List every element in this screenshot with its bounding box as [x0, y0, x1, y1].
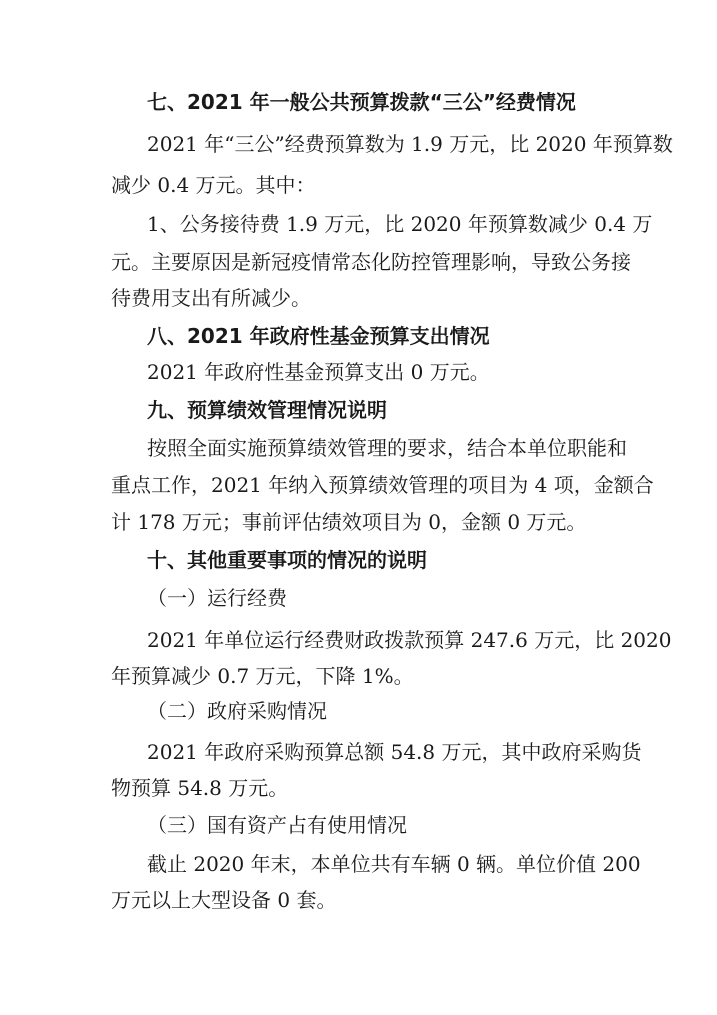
paragraph-line: 重点工作，2021 年纳入预算绩效管理的项目为 4 项，金额合	[111, 473, 654, 497]
subsection-heading-procurement: （二）政府采购情况	[147, 699, 327, 723]
section-heading-nine: 九、预算绩效管理情况说明	[147, 398, 387, 422]
subsection-heading-state-assets: （三）国有资产占有使用情况	[147, 813, 407, 837]
paragraph-line: 2021 年单位运行经费财政拨款预算 247.6 万元，比 2020	[147, 628, 672, 652]
paragraph-line: 2021 年“三公”经费预算数为 1.9 万元，比 2020 年预算数	[147, 132, 673, 156]
section-heading-seven: 七、2021 年一般公共预算拨款“三公”经费情况	[147, 90, 576, 114]
paragraph-line: 元。主要原因是新冠疫情常态化防控管理影响，导致公务接	[111, 250, 631, 274]
subsection-heading-operating-expenses: （一）运行经费	[147, 586, 287, 610]
paragraph-line: 1、公务接待费 1.9 万元，比 2020 年预算数减少 0.4 万	[147, 212, 653, 236]
section-heading-ten: 十、其他重要事项的情况的说明	[147, 548, 427, 572]
paragraph-line: 万元以上大型设备 0 套。	[111, 888, 337, 912]
paragraph-line: 物预算 54.8 万元。	[111, 776, 289, 800]
section-heading-eight: 八、2021 年政府性基金预算支出情况	[147, 324, 490, 348]
paragraph-line: 2021 年政府性基金预算支出 0 万元。	[147, 360, 490, 384]
paragraph-line: 计 178 万元；事前评估绩效项目为 0，金额 0 万元。	[111, 510, 587, 534]
paragraph-line: 待费用支出有所减少。	[111, 286, 311, 310]
paragraph-line: 年预算减少 0.7 万元，下降 1%。	[111, 664, 414, 688]
paragraph-line: 截止 2020 年末，本单位共有车辆 0 辆。单位价值 200	[147, 852, 641, 876]
paragraph-line: 减少 0.4 万元。其中：	[111, 173, 316, 197]
paragraph-line: 2021 年政府采购预算总额 54.8 万元，其中政府采购货	[147, 740, 642, 764]
paragraph-line: 按照全面实施预算绩效管理的要求，结合本单位职能和	[147, 436, 627, 460]
